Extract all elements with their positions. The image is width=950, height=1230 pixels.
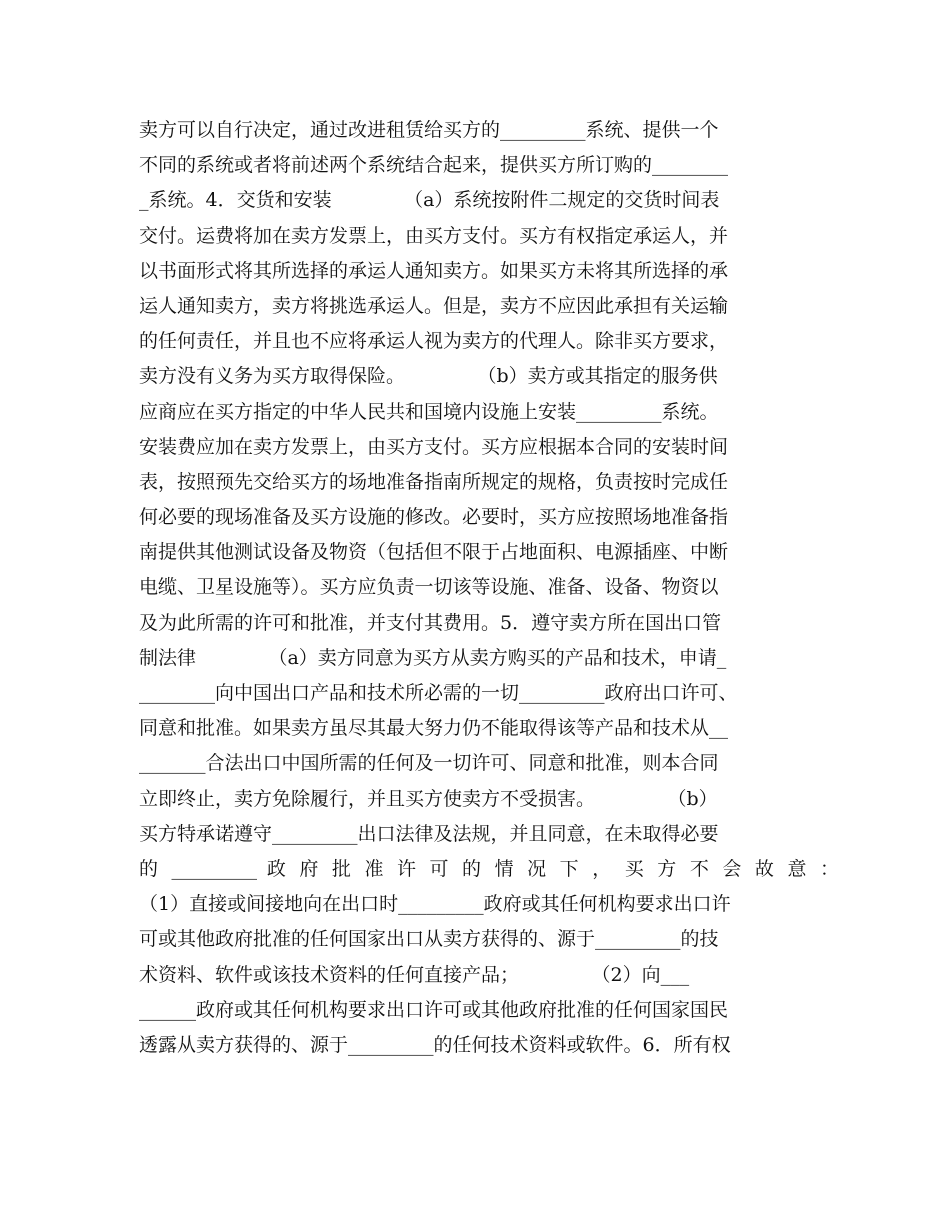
text-line: 立即终止，卖方免除履行，并且买方使卖方不受损害。 （b） (139, 787, 718, 810)
text-line: 不同的系统或者将前述两个系统结合起来，提供买方所订购的________ (139, 154, 729, 177)
text-line: 安装费应加在卖方发票上，由买方支付。买方应根据本合同的安装时间 (139, 435, 729, 458)
text-line: 电缆、卫星设施等）。买方应负责一切该等设施、准备、设备、物资以 (139, 576, 719, 599)
text-line: （1）直接或间接地向在出口时_________政府或其任何机构要求出口许 (139, 893, 731, 916)
text-line: 透露从卖方获得的、源于_________的任何技术资料或软件。6．所有权 (139, 1033, 731, 1056)
text-line: 南提供其他测试设备及物资（包括但不限于占地面积、电源插座、中断 (139, 541, 729, 564)
text-line: 卖方没有义务为买方取得保险。 （b）卖方或其指定的服务供 (139, 365, 718, 388)
text-line: ______政府或其任何机构要求出口许可或其他政府批准的任何国家国民 (139, 998, 729, 1021)
text-line-justified: 的 _________ 政 府 批 准 许 可 的 情 况 下 ， 买 方 不 会 故 意 ： (139, 857, 839, 880)
text-line: 运人通知卖方，卖方将挑选承运人。但是，卖方不应因此承担有关运输 (139, 294, 729, 317)
text-line: 应商应在买方指定的中华人民共和国境内设施上安装_________系统。 (139, 400, 719, 423)
text-line: _系统。4．交货和安装 （a）系统按附件二规定的交货时间表 (139, 189, 720, 212)
text-line: 买方特承诺遵守_________出口法律及法规，并且同意，在未取得必要 (139, 822, 719, 845)
text-line: 以书面形式将其所选择的承运人通知卖方。如果买方未将其所选择的承 (139, 259, 729, 282)
text-line: 术资料、软件或该技术资料的任何直接产品； （2）向___ (139, 963, 690, 986)
text-line: 交付。运费将加在卖方发票上，由买方支付。买方有权指定承运人，并 (139, 224, 729, 247)
text-line: 同意和批准。如果卖方虽尽其最大努力仍不能取得该等产品和技术从__ (139, 717, 729, 740)
text-line: 卖方可以自行决定，通过改进租赁给买方的_________系统、提供一个 (139, 119, 719, 141)
text-line: _______合法出口中国所需的任何及一切许可、同意和批准，则本合同 (139, 752, 719, 775)
text-line: 及为此所需的许可和批准，并支付其费用。5．遵守卖方所在国出口管 (139, 611, 722, 634)
text-line: 表，按照预先交给买方的场地准备指南所规定的规格，负责按时完成任 (139, 470, 729, 493)
text-line: 的任何责任，并且也不应将承运人视为卖方的代理人。除非买方要求， (139, 330, 729, 353)
text-line: 何必要的现场准备及买方设施的修改。必要时，买方应按照场地准备指 (139, 506, 729, 529)
text-line: ________向中国出口产品和技术所必需的一切_________政府出口许可、 (139, 682, 738, 704)
contract-text-body (139, 113, 839, 1063)
text-line: 制法律 （a）卖方同意为买方从卖方购买的产品和技术，申请_ (139, 646, 727, 669)
text-line: 可或其他政府批准的任何国家出口从卖方获得的、源于_________的技 (139, 928, 719, 951)
